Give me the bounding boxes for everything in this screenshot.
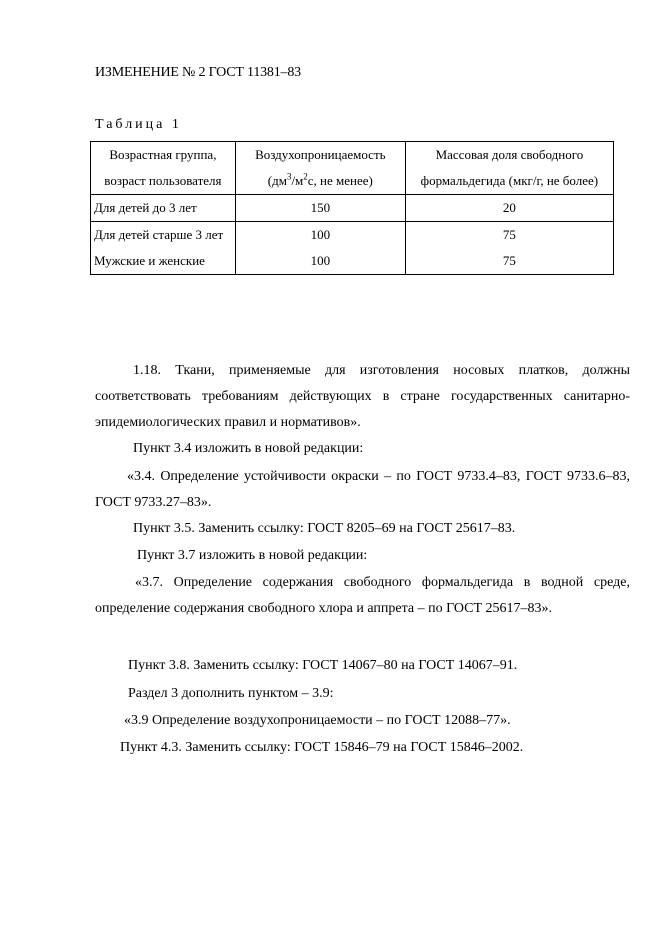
table-cell-group: Для детей до 3 лет bbox=[91, 195, 236, 222]
paragraph-3-4-text: «3.4. Определение устойчивости окраски – по ГОСТ 9733.4–83, ГОСТ 9733.6–83, ГОСТ 9733.27–83». bbox=[95, 469, 630, 510]
paragraph-3-8: Пункт 3.8. Заменить ссылку: ГОСТ 14067–80 на ГОСТ 14067–91. bbox=[128, 658, 518, 673]
table-cell-air: 150 bbox=[235, 195, 405, 222]
air-header-part4: с, не менее) bbox=[307, 173, 373, 188]
paragraph-3-9: «3.9 Определение воздухопроницаемости – по ГОСТ 12088–77». bbox=[124, 713, 511, 728]
table-row bbox=[91, 195, 614, 222]
table-header-formaldehyde: Массовая доля свободного формальдегида (мкг/г, не более) bbox=[405, 142, 613, 195]
paragraph-3-7-text: «3.7. Определение содержания свободного формальдегида в водной среде, определение содержания свободного хлора и аппрета – по ГОСТ 25617–83». bbox=[95, 575, 630, 616]
table-header-row bbox=[91, 142, 614, 195]
air-header-part2: (дм bbox=[267, 173, 287, 188]
table-cell-formaldehyde: 20 bbox=[405, 195, 613, 222]
paragraph-3-7-intro: Пункт 3.7 изложить в новой редакции: bbox=[137, 548, 368, 563]
table-cell-formaldehyde: 75 bbox=[405, 248, 613, 275]
air-header-part1: Воздухопроницаемость bbox=[255, 147, 386, 162]
table-cell-air: 100 bbox=[235, 248, 405, 275]
table-cell-air: 100 bbox=[235, 222, 405, 249]
paragraph-section-3: Раздел 3 дополнить пунктом – 3.9: bbox=[128, 686, 334, 701]
table-header-age-group: Возрастная группа, возраст пользователя bbox=[91, 142, 236, 195]
table-row bbox=[91, 222, 614, 249]
paragraph-3-4-intro: Пункт 3.4 изложить в новой редакции: bbox=[133, 441, 364, 456]
table-cell-group: Мужские и женские bbox=[91, 248, 236, 275]
paragraph-4-3: Пункт 4.3. Заменить ссылку: ГОСТ 15846–79 на ГОСТ 15846–2002. bbox=[120, 740, 524, 755]
air-header-sup1: 3 bbox=[286, 171, 292, 182]
table-cell-formaldehyde: 75 bbox=[405, 222, 613, 249]
table-header-air-permeability bbox=[235, 142, 405, 195]
document-header: ИЗМЕНЕНИЕ № 2 ГОСТ 11381–83 bbox=[95, 65, 301, 80]
air-header-part3: /м bbox=[291, 173, 304, 188]
paragraph-1-18: 1.18. Ткани, применяемые для изготовления носовых платков, должны соответствовать требованиям действующих в стране государственных санитарно-эпидемиологических правил и нормативов». bbox=[95, 363, 630, 430]
table-cell-group: Для детей старше 3 лет bbox=[91, 222, 236, 249]
paragraph-3-5: Пункт 3.5. Заменить ссылку: ГОСТ 8205–69 на ГОСТ 25617–83. bbox=[133, 521, 516, 536]
table-1 bbox=[90, 141, 614, 275]
air-header-sup2: 2 bbox=[303, 171, 308, 182]
table-row bbox=[91, 248, 614, 275]
table-caption: Таблица 1 bbox=[95, 117, 182, 132]
